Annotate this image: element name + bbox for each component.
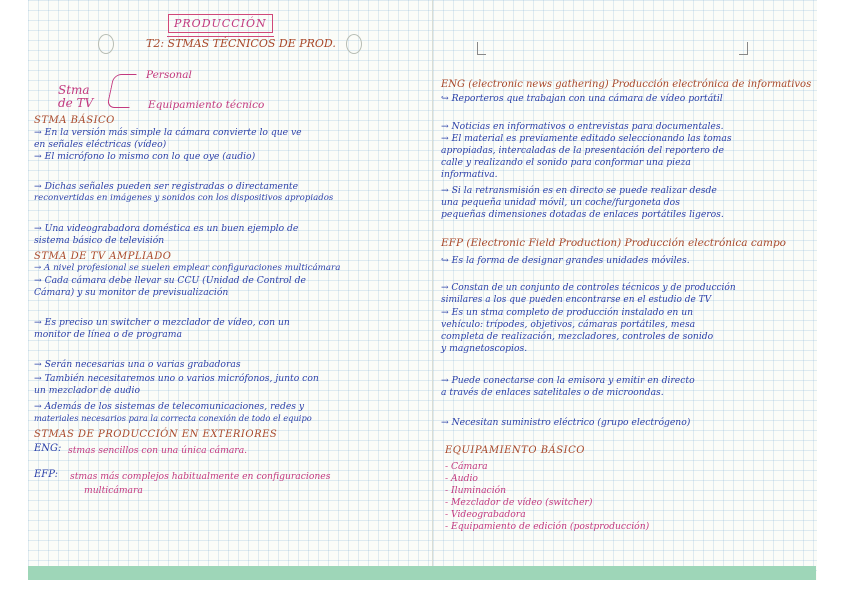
list-item: → Además de los sistemas de telecomunicaciones, redes y	[34, 401, 305, 412]
list-item: apropiadas, intercaladas de la presentación del reportero de	[441, 145, 724, 156]
brace-shape	[106, 74, 136, 108]
list-item: informativa.	[441, 169, 498, 180]
list-item: - Mezclador de vídeo (switcher)	[445, 497, 593, 508]
list-item: ↪ Es la forma de designar grandes unidades móviles.	[441, 255, 690, 266]
list-item: → Cada cámara debe llevar su CCU (Unidad de Control de	[34, 275, 306, 286]
list-item: → Una videograbadora doméstica es un buen ejemplo de	[34, 223, 299, 234]
heading-exteriores: STMAS DE PRODUCCIÓN EN EXTERIORES	[34, 429, 278, 440]
list-item: → Constan de un conjunto de controles técnicos y de producción	[441, 283, 736, 293]
list-item: → En la versión más simple la cámara convierte lo que ve	[34, 127, 302, 138]
brace-item-equipamiento: Equipamiento técnico	[148, 99, 265, 111]
efp-text: multicámara	[84, 485, 143, 496]
page-corner-mark	[739, 42, 748, 55]
heading-efp: EFP (Electronic Field Production) Producción electrónica campo	[441, 237, 787, 249]
list-item: → También necesitaremos uno o varios micrófonos, junto con	[34, 373, 319, 384]
list-item: → El micrófono lo mismo con lo que oye (audio)	[34, 151, 256, 162]
eng-text: stmas sencillos con una única cámara.	[68, 445, 248, 456]
efp-text: stmas más complejos habitualmente en configuraciones	[70, 471, 331, 482]
list-item: → Es un stma completo de producción instalado en un	[441, 307, 694, 318]
binder-hole	[346, 34, 362, 54]
list-item: y magnetoscopios.	[441, 343, 528, 354]
heading-equipamiento: EQUIPAMIENTO BÁSICO	[445, 445, 585, 456]
list-item: pequeñas dimensiones dotadas de enlaces portátiles ligeros.	[441, 209, 724, 220]
list-item: materiales necesarios para la correcta conexión de todo el equipo	[34, 413, 312, 423]
list-item: calle y realizando el sonido para conformar una pieza	[441, 157, 691, 168]
list-item: - Cámara	[445, 461, 488, 472]
list-item: → Puede conectarse con la emisora y emitir en directo	[441, 375, 695, 386]
heading-eng: ENG (electronic news gathering) Producción electrónica de informativos	[441, 79, 812, 90]
list-item: en señales eléctricas (vídeo)	[34, 139, 167, 150]
list-item: a través de enlaces satelitales o de microondas.	[441, 387, 664, 398]
list-item: → El material es previamente editado seleccionando las tomas	[441, 133, 732, 144]
list-item: monitor de línea o de programa	[34, 329, 182, 340]
eng-label: ENG:	[34, 443, 62, 454]
list-item: - Videograbadora	[445, 509, 526, 520]
list-item: → Es preciso un switcher o mezclador de vídeo, con un	[34, 317, 290, 328]
page-bottom-strip	[28, 566, 816, 580]
list-item: → Necesitan suministro eléctrico (grupo electrógeno)	[441, 417, 691, 428]
brace-item-personal: Personal	[146, 69, 192, 81]
list-item: Cámara) y su monitor de previsualización	[34, 287, 229, 298]
list-item: sistema básico de televisión	[34, 235, 165, 246]
list-item: → Si la retransmisión es en directo se puede realizar desde	[441, 185, 717, 196]
efp-label: EFP:	[34, 469, 58, 480]
list-item: - Audio	[445, 473, 478, 484]
binder-hole	[98, 34, 114, 54]
list-item: un mezclador de audio	[34, 385, 141, 396]
list-item: → A nivel profesional se suelen emplear configuraciones multicámara	[34, 263, 341, 273]
list-item: similares a los que pueden encontrarse en el estudio de TV	[441, 295, 712, 305]
notebook-page-right	[432, 0, 817, 580]
notebook-page-left	[28, 0, 432, 580]
list-item: → Noticias en informativos o entrevistas para documentales.	[441, 121, 724, 132]
list-item: vehículo: trípodes, objetivos, cámaras portátiles, mesa	[441, 319, 696, 330]
list-item: ↪ Reporteros que trabajan con una cámara de vídeo portátil	[441, 93, 723, 104]
list-item: - Equipamiento de edición (postproducción)	[445, 521, 650, 532]
heading-stma-basico: STMA BÁSICO	[34, 115, 115, 126]
page-title: PRODUCCIÓN	[168, 14, 273, 33]
stma-label: Stma de TV	[58, 83, 94, 111]
list-item: → Serán necesarias una o varias grabadoras	[34, 359, 241, 370]
list-item: completa de realización, mezcladores, controles de sonido	[441, 331, 714, 342]
heading-stma-ampliado: STMA DE TV AMPLIADO	[34, 251, 172, 262]
list-item: una pequeña unidad móvil, un coche/furgoneta dos	[441, 197, 680, 208]
page-subtitle: T2: STMAS TÉCNICOS DE PROD.	[146, 37, 336, 50]
page-corner-mark	[477, 42, 486, 55]
list-item: reconvertidas en imágenes y sonidos con los dispositivos apropiados	[34, 193, 334, 203]
list-item: → Dichas señales pueden ser registradas o directamente	[34, 181, 299, 192]
list-item: - Iluminación	[445, 485, 507, 496]
